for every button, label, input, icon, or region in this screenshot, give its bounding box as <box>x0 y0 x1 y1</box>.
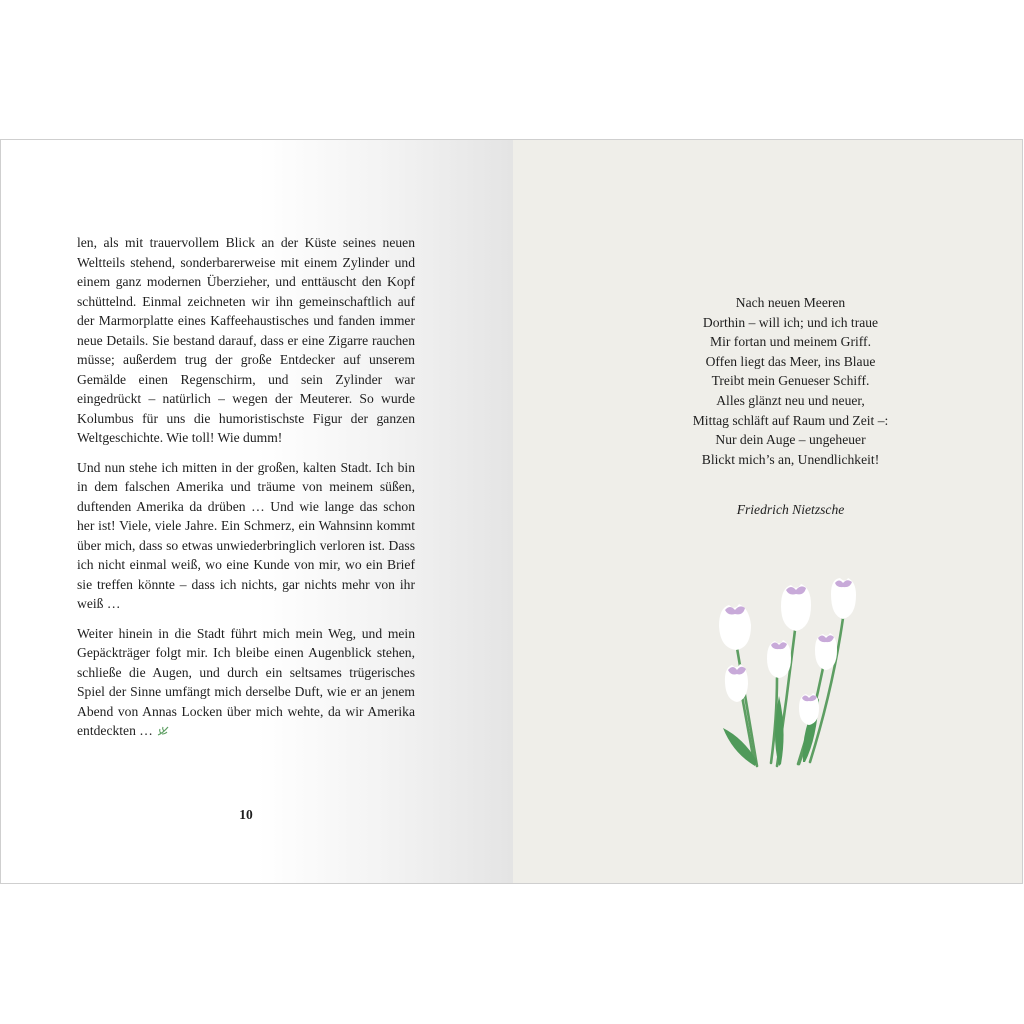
tulips-illustration <box>715 578 865 778</box>
poem-author: Friedrich Nietzsche <box>736 502 845 517</box>
poem-line: Offen liegt das Meer, ins Blaue <box>705 353 876 369</box>
tulip-blooms <box>719 578 856 725</box>
paragraph-2: Und nun stehe ich mitten in der großen, kalten Stadt. Ich bin in dem falschen Amerika und träume von meinem süßen, duftenden Amerika da drüben … Und wie lange das schon her ist! Viele, viele Jahre. Ein Schmerz, ein Wahnsinn kommt über mich, dass so etwas unwiederbringlich verloren ist. Dass ich nicht einmal weiß, wo eine Kunde von mir, wo ein Brief sie treffen könnte – dass ich nichts, gar nichts mehr von ihr weiß … <box>77 459 415 611</box>
paragraph-3-text: Weiter hinein in die Stadt führt mich mein Weg, und mein Gepäckträger folgt mir. Ich bleibe einen Augenblick stehen, schließe die Augen, und durch ein seltsames trügerisches Spiel der Sinne umfängt mich derselbe Duft, wie er an jenem Abend von Annas Locken über mich wehte, da wir Amerika entdeckten … <box>77 625 415 738</box>
poem-line: Mir fortan und meinem Griff. <box>710 334 871 350</box>
paragraph-3 <box>77 624 415 742</box>
page-number: 10 <box>239 807 253 822</box>
poem-line: Treibt mein Genueser Schiff. <box>711 373 870 389</box>
poem-line: Mittag schläft auf Raum und Zeit –: <box>692 412 889 428</box>
poem-line: Alles glänzt neu und neuer, <box>716 392 865 408</box>
poem-line: Dorthin – will ich; und ich traue <box>702 314 879 330</box>
poem <box>513 293 1023 469</box>
body-text <box>77 233 415 752</box>
poem-line: Nach neuen Meeren <box>735 295 846 310</box>
right-page <box>513 140 1023 883</box>
poem-line: Nur dein Auge – ungeheuer <box>715 432 866 448</box>
left-page <box>1 140 513 883</box>
book-spread <box>0 139 1023 884</box>
leaf-sprig-icon <box>157 722 169 742</box>
paragraph-1: len, als mit trauervollem Blick an der Küste seines neuen Weltteils stehend, sonderbarerweise mit einem Zylinder und einem ganz modernen Überzieher, und enttäuscht den Kopf schüttelnd. Einmal zeichneten wir ihn gemeinschaftlich auf der Marmorplatte eines Kaffeehaustisches und fanden immer neue Details. Sie bestand darauf, dass er eine Zigarre rauchen müsse; außerdem trug der große Entdecker auf unserem Gemälde einen Regenschirm, und sein Zylinder war eingedrückt – natürlich – wegen der Meuterer. So wurde Kolumbus für uns die humoristischste Figur der ganzen Weltgeschichte. Wie toll! Wie dumm! <box>77 235 415 445</box>
poem-line: Blickt mich’s an, Unendlichkeit! <box>701 451 880 467</box>
